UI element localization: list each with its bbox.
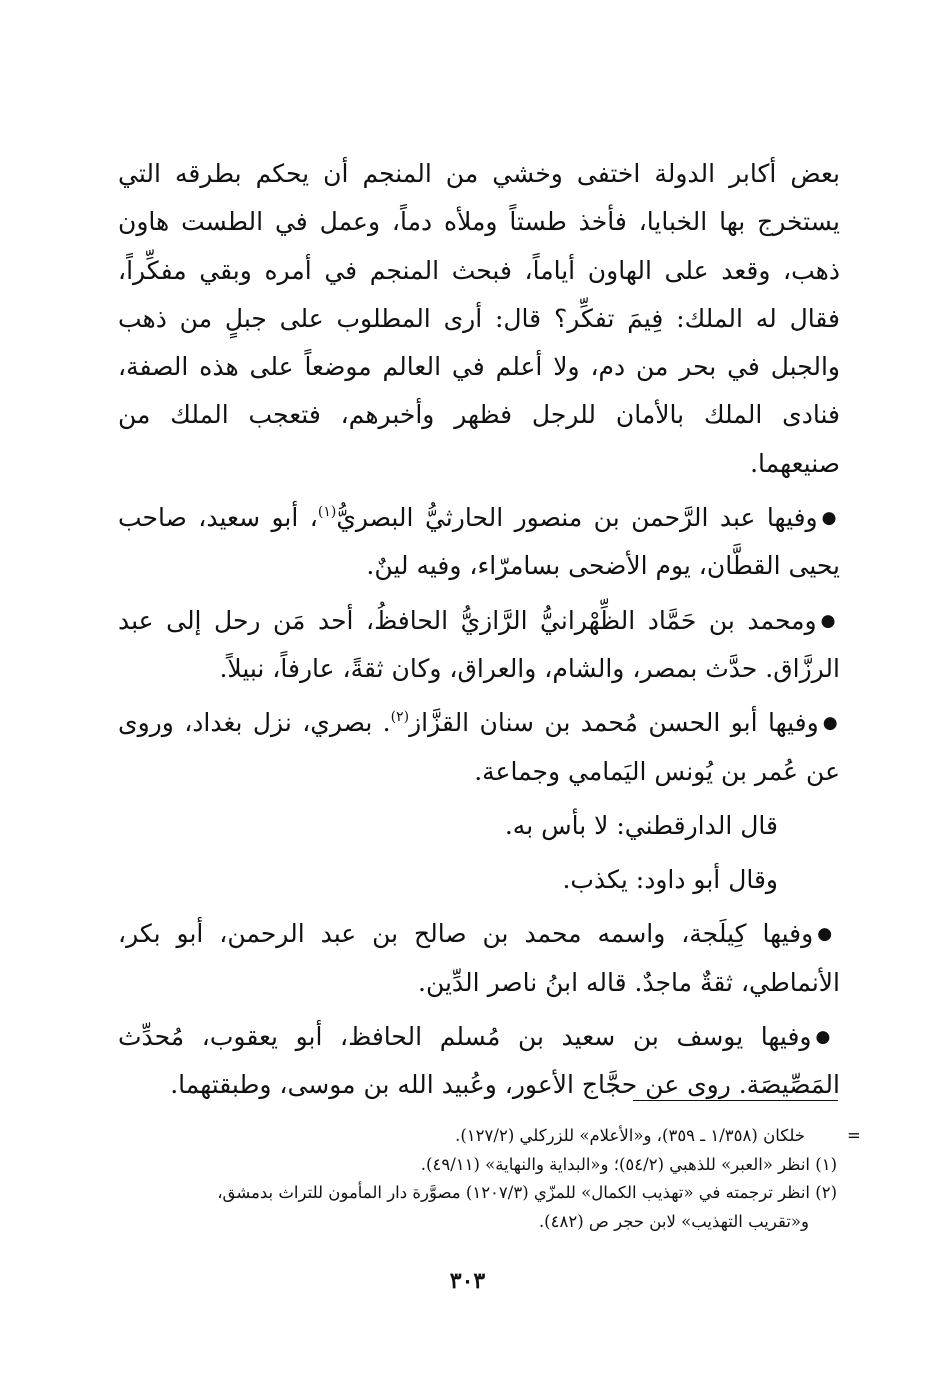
continuation-mark: =: [847, 1126, 861, 1145]
paragraph-abu-dawud: [118, 856, 840, 904]
footnotes: [125, 1122, 837, 1236]
paragraph-text: وفيها كِيلَجة، واسمه محمد بن صالح بن عبد الرحمن، أبو بكر، الأنماطي، ثقةٌ ماجدٌ. قاله ابنُ ناصر الدِّين.: [118, 919, 840, 997]
bullet-icon: ●: [821, 508, 840, 529]
footnote-1: (١) انظر «العبر» للذهبي (٥٤/٢)؛ و«البداية والنهاية» (٤٩/١١).: [420, 1154, 837, 1174]
paragraph-text: وقال أبو داود: يكذب.: [562, 865, 778, 895]
paragraph-text: وفيها أبو الحسن مُحمد بن سنان القزَّاز: [409, 708, 819, 738]
bullet-icon: ●: [820, 610, 840, 631]
bullet-icon: ●: [815, 1027, 840, 1048]
paragraph-text: وفيها عبد الرَّحمن بن منصور الحارثيُّ البصريُّ: [336, 503, 818, 533]
paragraph-text: بعض أكابر الدولة اختفى وخشي من المنجم أن يحكم بطرقه التي يستخرج بها الخبايا، فأخذ طستاً وملأه دماً، وعمل في الطست هاون ذهب، وقعد على الهاون أياماً، فبحث المنجم في أمره وبقي مفكِّراً، فقال له الملك: فِيمَ تفكِّر؟ قال: أرى المطلوب على جبلٍ من ذهب والجبل في بحر من دم، ولا أعلم في العالم موضعاً على هذه الصفة، فنادى الملك بالأمان للرجل فظهر وأخبرهم، فتعجب الملك من صنيعهما.: [118, 159, 840, 478]
paragraph-muhammad-ibn-hammad: [118, 597, 840, 694]
paragraph-kilaja: [118, 910, 840, 1007]
bullet-icon: ●: [822, 713, 840, 734]
footnote-ref-2[interactable]: (٢): [390, 709, 410, 726]
footnote-2: (٢) انظر ترجمته في «تهذيب الكمال» للمزّي (١٢٠٧/٣) مصوَّرة دار المأمون للتراث بدمشق،: [217, 1183, 837, 1203]
paragraph-text: ومحمد بن حَمَّاد الظِّهْرانيُّ الرَّازيُّ الحافظُ، أحد مَن رحل إلى عبد الرزَّاق. حدَّث بمصر، والشام، والعراق، وكان ثقةً، عارفاً، نبيلاً.: [118, 605, 840, 683]
footnote-continuation: خلكان (١/٣٥٨ ـ ٣٥٩)، و«الأعلام» للزركلي (١٢٧/٢).: [455, 1126, 805, 1145]
paragraph-daraqutni: [118, 802, 840, 850]
page-number: ٣٠٣: [449, 1268, 486, 1294]
paragraph-text: ، أبو سعيد، صاحب يحيى القطَّان، يوم الأضحى بسامرّاء، وفيه لينٌ.: [118, 503, 840, 581]
paragraph-abu-al-hasan: [118, 699, 840, 796]
footnote-2-continuation: و«تقريب التهذيب» لابن حجر ص (٤٨٢).: [538, 1211, 809, 1231]
main-text: [118, 150, 840, 1110]
paragraph-astrologer-story: [118, 150, 840, 488]
paragraph-text: قال الدارقطني: لا بأس به.: [504, 810, 778, 840]
bullet-icon: ●: [817, 924, 840, 945]
footnote-ref-1[interactable]: (١): [317, 504, 337, 521]
paragraph-text: وفيها يوسف بن سعيد بن مُسلم الحافظ، أبو يعقوب، مُحدِّث المَصِّيصَة. روى عن حجَّاج الأعور، وعُبيد الله بن موسى، وطبقتهما.: [118, 1022, 840, 1100]
paragraph-abd-al-rahman: [118, 494, 840, 591]
footnote-separator: [633, 1100, 838, 1101]
paragraph-yusuf-ibn-said: [118, 1013, 840, 1110]
paragraph-text: . بصري، نزل بغداد، وروى عن عُمر بن يُونس اليَمامي وجماعة.: [118, 708, 840, 786]
